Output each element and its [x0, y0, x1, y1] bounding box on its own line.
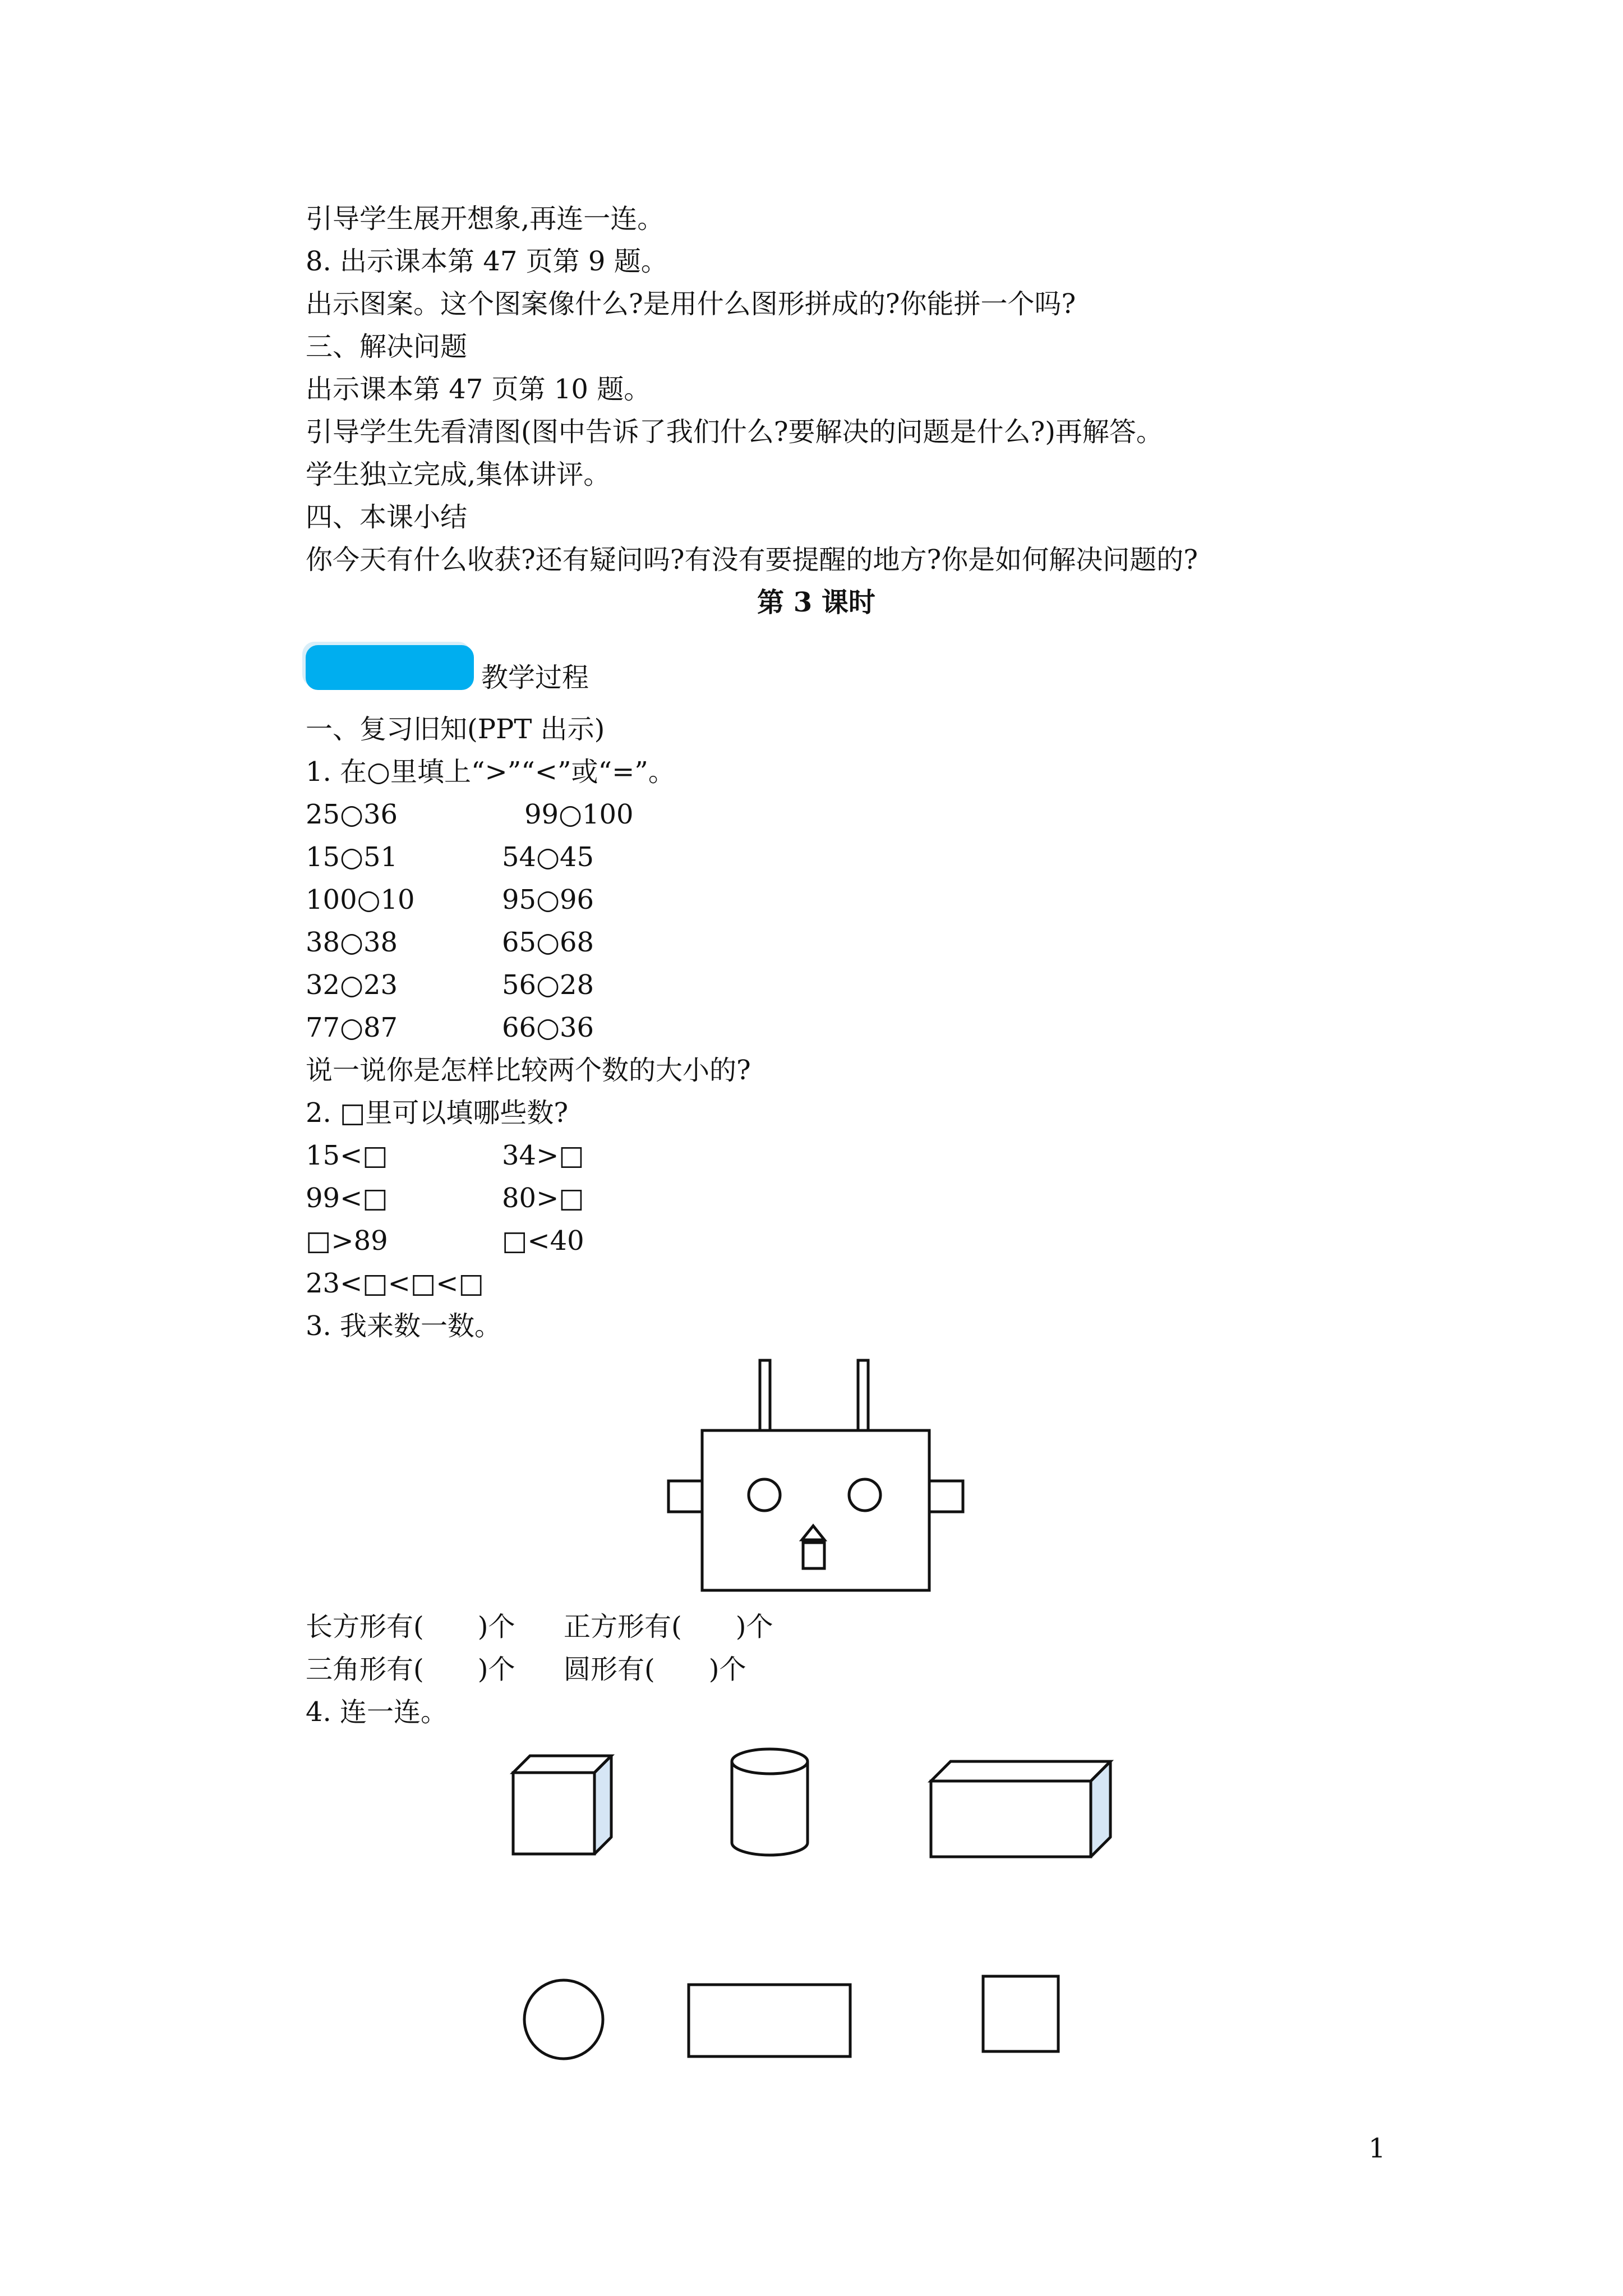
robot-nose-triangle	[802, 1526, 824, 1540]
robot-eye-right	[849, 1479, 880, 1511]
compare-item: 77○87	[306, 1012, 398, 1043]
square-shape	[979, 1972, 1063, 2056]
fill-item: 99<□	[306, 1182, 388, 1214]
compare-item: 56○28	[502, 969, 594, 1001]
compare-item: 100○10	[306, 884, 415, 915]
robot-body	[702, 1430, 929, 1590]
fill-item: □>89	[306, 1225, 388, 1257]
rectangle-shape	[684, 1980, 855, 2062]
text-line: 出示课本第 47 页第 10 题。	[306, 374, 651, 405]
fill-item: 80>□	[502, 1182, 584, 1214]
robot-mouth-square	[803, 1543, 824, 1568]
robot-eye-left	[749, 1479, 780, 1511]
question-1-title: 1. 在○里填上“>”“<”或“=”。	[306, 756, 675, 788]
fill-item: 34>□	[502, 1140, 584, 1171]
cylinder-solid	[726, 1745, 816, 1862]
fill-item: 23<□<□<□	[306, 1268, 484, 1299]
question-1-followup: 说一说你是怎样比较两个数的大小的?	[306, 1055, 751, 1086]
compare-item: 15○51	[306, 841, 398, 873]
count-item: 正方形有( )个	[564, 1611, 773, 1642]
count-item: 圆形有( )个	[564, 1654, 746, 1685]
circle-shape	[519, 1975, 608, 2064]
compare-item: 25○36	[306, 799, 398, 830]
section-heading: 三、解决问题	[306, 331, 468, 362]
compare-item: 95○96	[502, 884, 594, 915]
count-item: 长方形有( )个	[306, 1611, 515, 1642]
compare-item: 66○36	[502, 1012, 594, 1043]
page-number: 1	[1368, 2133, 1386, 2164]
fill-item: 15<□	[306, 1140, 388, 1171]
text-line: 你今天有什么收获?还有疑问吗?有没有要提醒的地方?你是如何解决问题的?	[306, 544, 1198, 576]
robot-ear-right	[929, 1481, 963, 1512]
compare-item: 99○100	[524, 799, 634, 830]
count-item: 三角形有( )个	[306, 1654, 515, 1685]
cuboid-solid	[925, 1753, 1119, 1865]
robot-antenna-left	[760, 1360, 770, 1430]
section-heading: 四、本课小结	[306, 501, 468, 533]
robot-ear-left	[668, 1481, 702, 1512]
text-line: 学生独立完成,集体讲评。	[306, 459, 611, 490]
question-2-title: 2. □里可以填哪些数?	[306, 1097, 569, 1129]
lesson-title: 第 3 课时	[757, 587, 875, 618]
compare-item: 54○45	[502, 841, 594, 873]
section-label-badge	[306, 645, 474, 690]
compare-item: 65○68	[502, 927, 594, 958]
question-3-title: 3. 我来数一数。	[306, 1310, 502, 1342]
fill-item: □<40	[502, 1225, 584, 1257]
cube-solid	[508, 1750, 620, 1862]
robot-antenna-right	[858, 1360, 868, 1430]
compare-item: 32○23	[306, 969, 398, 1001]
text-line: 引导学生先看清图(图中告诉了我们什么?要解决的问题是什么?)再解答。	[306, 416, 1163, 448]
text-line: 引导学生展开想象,再连一连。	[306, 203, 665, 234]
robot-figure	[662, 1355, 976, 1602]
review-heading: 一、复习旧知(PPT 出示)	[306, 714, 605, 745]
text-line: 出示图案。这个图案像什么?是用什么图形拼成的?你能拼一个吗?	[306, 288, 1076, 320]
text-line: 8. 出示课本第 47 页第 9 题。	[306, 246, 668, 277]
compare-item: 38○38	[306, 927, 398, 958]
section-label: 教学过程	[481, 662, 589, 693]
question-4-title: 4. 连一连。	[306, 1696, 448, 1728]
